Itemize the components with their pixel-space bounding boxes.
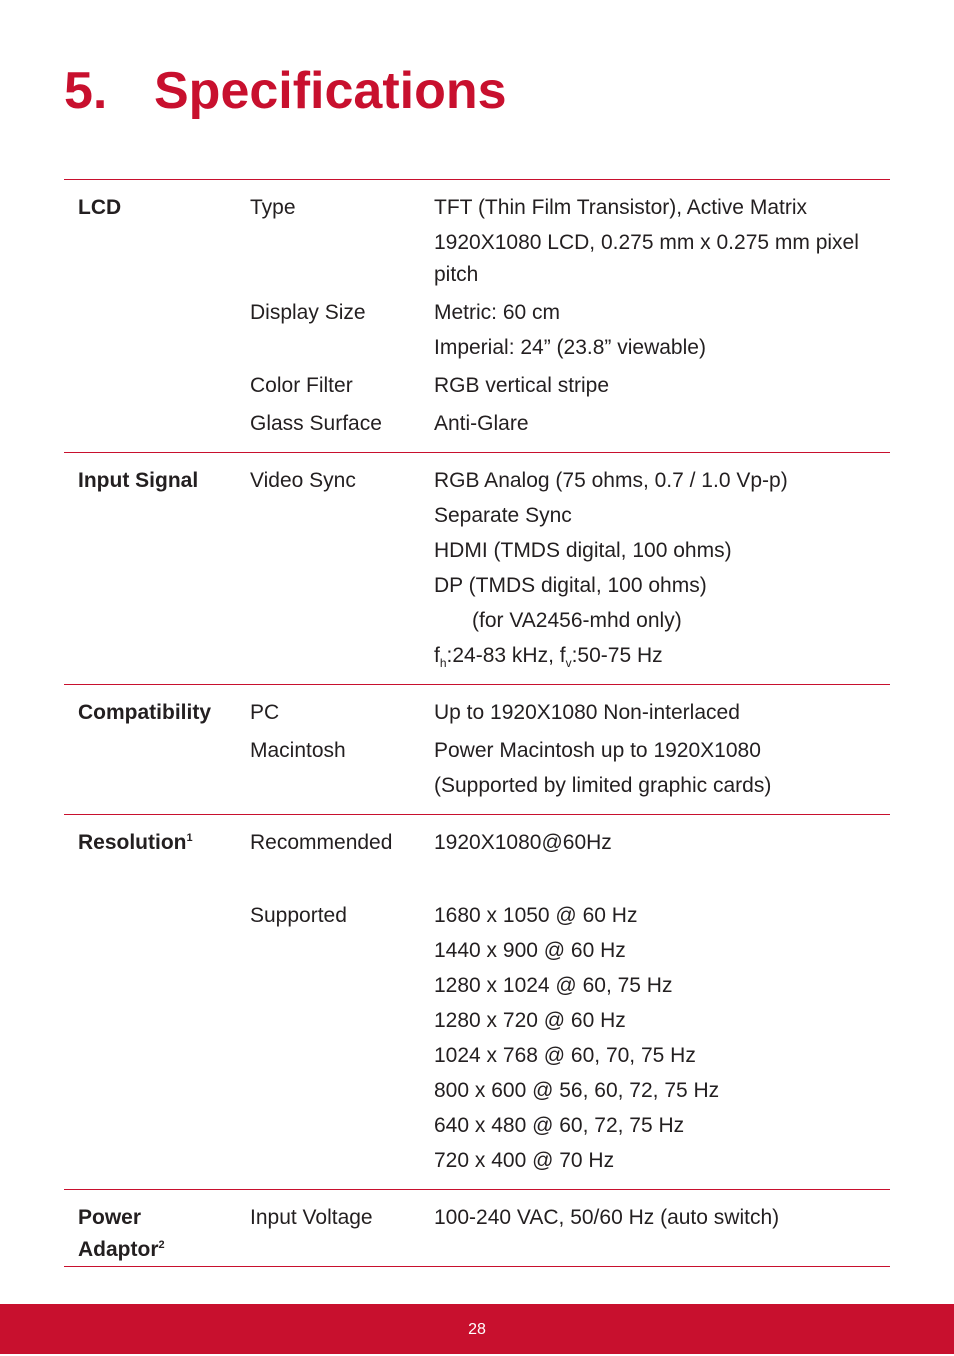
spec-value: 1680 x 1050 @ 60 Hz bbox=[434, 904, 638, 927]
page-number: 28 bbox=[468, 1321, 486, 1338]
spec-value: Imperial: 24” (23.8” viewable) bbox=[434, 336, 706, 359]
category-label: Input Signal bbox=[78, 469, 199, 492]
spec-value: TFT (Thin Film Transistor), Active Matrix bbox=[434, 196, 807, 219]
spec-label: Display Size bbox=[250, 301, 366, 324]
spec-label: Macintosh bbox=[250, 739, 346, 762]
spec-value: Anti-Glare bbox=[434, 412, 529, 435]
spec-label: Recommended bbox=[250, 831, 393, 854]
chapter-number: 5. bbox=[64, 62, 108, 120]
chapter-title: Specifications bbox=[154, 62, 507, 120]
spec-value: 1280 x 1024 @ 60, 75 Hz bbox=[434, 974, 673, 997]
spec-value: Up to 1920X1080 Non-interlaced bbox=[434, 701, 740, 724]
section-compatibility bbox=[64, 685, 890, 815]
spec-label: Input Voltage bbox=[250, 1206, 373, 1229]
section-power-adaptor bbox=[64, 1190, 890, 1267]
spec-label: Video Sync bbox=[250, 469, 356, 492]
category-label: Compatibility bbox=[78, 701, 212, 724]
spec-value: 1920X1080 LCD, 0.275 mm x 0.275 mm pixel pitch bbox=[434, 231, 859, 286]
footnote-marker: 1 bbox=[186, 832, 193, 844]
spec-value: RGB Analog (75 ohms, 0.7 / 1.0 Vp-p) bbox=[434, 469, 788, 492]
spec-row-color-filter bbox=[64, 370, 890, 405]
page-footer bbox=[0, 1304, 954, 1354]
spec-value: (Supported by limited graphic cards) bbox=[434, 774, 772, 797]
spec-value: 100-240 VAC, 50/60 Hz (auto switch) bbox=[434, 1206, 780, 1229]
section-input-signal bbox=[64, 453, 890, 685]
category-label: Power Adaptor$^2$ bbox=[78, 1206, 165, 1261]
spec-value: Metric: 60 cm bbox=[434, 301, 561, 324]
spec-value: 720 x 400 @ 70 Hz bbox=[434, 1149, 615, 1172]
spec-value: 800 x 600 @ 56, 60, 72, 75 Hz bbox=[434, 1079, 720, 1102]
footnote-marker: 2 bbox=[158, 1239, 165, 1251]
spec-row-glass-surface bbox=[64, 408, 890, 443]
spec-value: 1920X1080@60Hz bbox=[434, 831, 612, 854]
spec-value: Power Macintosh up to 1920X1080 bbox=[434, 739, 761, 762]
spec-label: Type bbox=[250, 196, 296, 219]
spec-label: Glass Surface bbox=[250, 412, 382, 435]
spec-row-macintosh bbox=[64, 735, 890, 805]
frequency-range: $f_h:24-83$ kHz, $f_v:50-75$ Hz bbox=[434, 644, 663, 671]
section-lcd bbox=[64, 180, 890, 453]
spec-label: Supported bbox=[250, 904, 347, 927]
spec-label: PC bbox=[250, 701, 280, 724]
spec-value: DP (TMDS digital, 100 ohms) bbox=[434, 574, 707, 597]
section-resolution bbox=[64, 815, 890, 1190]
spec-value: 640 x 480 @ 60, 72, 75 Hz bbox=[434, 1114, 685, 1137]
category-label: Resolution$^1$ bbox=[78, 831, 193, 854]
spec-value: 1024 x 768 @ 60, 70, 75 Hz bbox=[434, 1044, 696, 1067]
spec-value: 1440 x 900 @ 60 Hz bbox=[434, 939, 626, 962]
spec-table bbox=[64, 179, 890, 1267]
category-label: LCD bbox=[78, 196, 122, 219]
spec-value: Separate Sync bbox=[434, 504, 572, 527]
spec-row-supported bbox=[64, 900, 890, 1180]
spec-value: 1280 x 720 @ 60 Hz bbox=[434, 1009, 626, 1032]
spec-label: Color Filter bbox=[250, 374, 353, 397]
spec-value: RGB vertical stripe bbox=[434, 374, 610, 397]
spec-value: HDMI (TMDS digital, 100 ohms) bbox=[434, 539, 732, 562]
spec-row-display-size bbox=[64, 297, 890, 367]
page-title bbox=[64, 56, 507, 126]
spec-value-note: (for VA2456-mhd only) bbox=[472, 609, 682, 632]
